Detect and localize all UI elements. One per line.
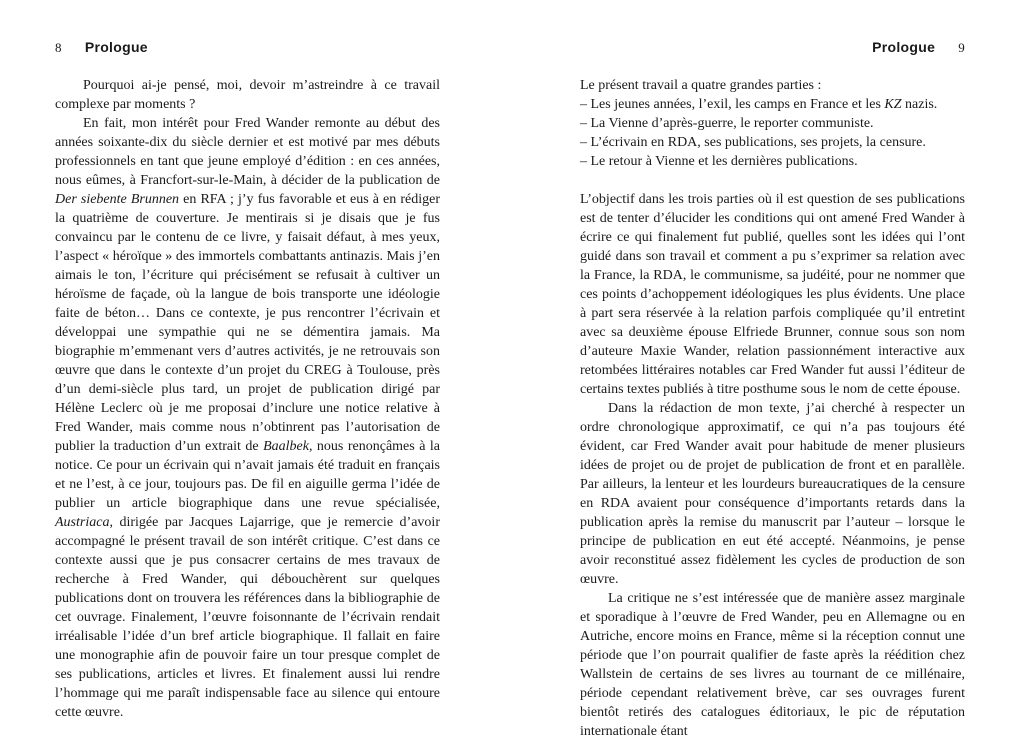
parts-list-item-1 bbox=[580, 95, 965, 114]
parts-list-item-4: – Le retour à Vienne et les dernières publications. bbox=[580, 154, 858, 169]
text-run: en RFA ; j’y fus favorable et eus à en rédiger la quatrième de couverture. Je mentirais si je disais que je fus convaincu par le contenu de ce livre, y faisait défaut, à mes yeux, l’aspect « héroïque » des immortels combattants antinazis. Mais j’en aimais le ton, l’écriture qui précisément se refusait à cultiver un héroïsme de façade, où la langue de bois transporte une idéologie faite de béton… Dans ce contexte, je pus rencontrer l’écrivain et développai une sympathie qui ne se démentira jamais. Ma biographie m’emmenant vers d’autres activités, je ne retrouvais son œuvre que dans le contexte d’un projet du CREG à Toulouse, près d’un demi-siècle plus tard, un projet de publication dirigé par Hélène Leclerc où je me proposai d’inclure une notice relative à Fred Wander, mais comme nous n’obtinrent pas l’autorisation de publier la traduction d’un extrait de bbox=[55, 192, 440, 454]
page-body-right bbox=[580, 76, 965, 741]
page-right bbox=[510, 0, 1020, 746]
abbr-kz: KZ bbox=[884, 97, 902, 112]
book-title-baalbek: Baalbek bbox=[263, 439, 309, 454]
text-run: – Les jeunes années, l’exil, les camps en France et les bbox=[580, 97, 885, 112]
paragraph-question: Pourquoi ai-je pensé, moi, devoir m’astreindre à ce travail complexe par moments ? bbox=[55, 78, 440, 112]
running-title-left: Prologue bbox=[84, 39, 148, 55]
journal-title-austriaca: Austriaca bbox=[55, 515, 110, 530]
text-run: En fait, mon intérêt pour Fred Wander remonte au début des années soixante-dix du siècle dernier et est motivé par mes débuts professionnels en tant que jeune employé d’édition : en ces années, nous eûmes, à Francfort-sur-le-Main, à décider de la publication de bbox=[55, 116, 440, 188]
text-run: , nous renonçâmes à la notice. Ce pour un écrivain qui n’avait jamais été traduit en français et ne l’est, à ce jour, toujours pas. De fil en aiguille germa l’idée de publier un article biographique dans une revue spécialisée, bbox=[55, 439, 440, 511]
paragraph-redaction: Dans la rédaction de mon texte, j’ai cherché à respecter un ordre chronologique approximatif, ce qui n’a pas toujours été évident, car Fred Wander avait pour habitude de mener plusieurs idées de projet ou de projet de publication de front et en parallèle. Par ailleurs, la lenteur et les lourdeurs bureaucratiques de la censure en RDA avaient pour conséquence d’importants retards dans la publication après la remise du manuscrit par l’auteur – lorsque le principe de publication en eut été accepté. Néanmoins, je pense avoir reconstitué assez fidèlement les cycles de production de son œuvre. bbox=[580, 401, 965, 587]
page-body-left bbox=[55, 76, 440, 722]
parts-intro-line: Le présent travail a quatre grandes parties : bbox=[580, 78, 822, 93]
parts-list-item-2: – La Vienne d’après-guerre, le reporter communiste. bbox=[580, 116, 874, 131]
paragraph-objectif: L’objectif dans les trois parties où il est question de ses publications est de tenter d’élucider les conditions qui ont amené Fred Wander à écrire ce qui finalement fut publié, quelles sont les idées qui l’ont guidé dans son travail et comment a pu s’exprimer sa relation avec la France, la RDA, le communisme, sa judéité, pour ne nommer que ces points d’achoppement idéologiques les plus évidents. Une place à part sera réservée à la relation parfois compliquée qu’il entretint avec sa deuxième épouse Elfriede Brunner, connue sous son nom d’auteure Maxie Wander, relation passionnément interactive aux retombées littéraires notables car Fred Wander fut aussi l’éditeur de certains textes publiés à titre posthume sous le nom de cette épouse. bbox=[580, 192, 965, 397]
page-number-right: 9 bbox=[958, 40, 965, 55]
text-run: nazis. bbox=[901, 97, 938, 112]
parts-list-item-3: – L’écrivain en RDA, ses publications, ses projets, la censure. bbox=[580, 135, 926, 150]
paragraph-critique: La critique ne s’est intéressée que de manière assez marginale et sporadique à l’œuvre de Fred Wander, peu en Allemagne ou en Autriche, encore moins en France, même si la réception connut une période que l’on pourrait qualifier de faste après la réédition chez Wallstein de certains de ses livres au tournant de ce millénaire, période cependant relativement brève, car ses ouvrages furent bientôt retirés des catalogues éditoriaux, le pic de réputation internationale étant bbox=[580, 591, 965, 739]
running-head-left bbox=[55, 39, 440, 55]
running-title-right: Prologue bbox=[872, 39, 936, 55]
page-number-left: 8 bbox=[55, 40, 62, 55]
running-head-right bbox=[580, 39, 965, 55]
paragraph-origins bbox=[55, 114, 440, 722]
text-run: , dirigée par Jacques Lajarrige, que je remercie d’avoir accompagné le présent travail de son intérêt critique. C’est dans ce contexte aussi que je pus consacrer certains de mes travaux de recherche à Fred Wander, qui débouchèrent sur quelques publications dont on trouvera les références dans la bibliographie de cet ouvrage. Finalement, l’œuvre foisonnante de l’écrivain rendait irréalisable l’idée d’un bref article biographique. Il fallait en faire une monographie afin de pouvoir faire un tour presque complet de ses publications, articles et livres. Et finalement aussi lui rendre l’hommage qui me paraît indispensable face au silence qui entoure cette œuvre. bbox=[55, 515, 440, 720]
book-title-der-siebente-brunnen: Der siebente Brunnen bbox=[55, 192, 180, 207]
